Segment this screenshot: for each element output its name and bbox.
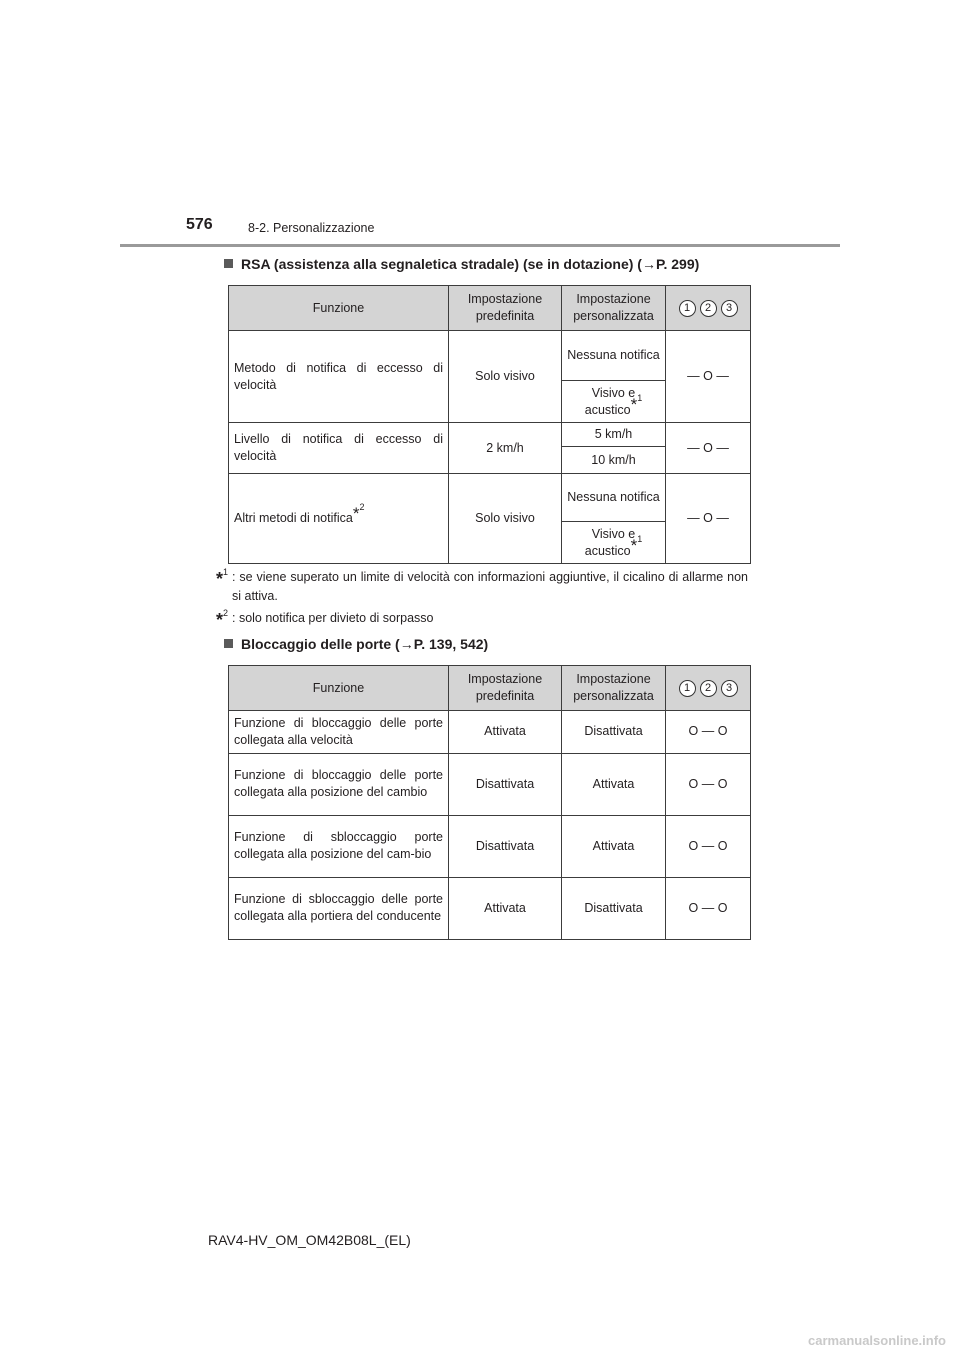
chapter-title: 8-2. Personalizzazione [248,221,375,235]
custom-cell: Nessuna notifica [562,331,666,381]
rsa-settings-table [228,285,751,564]
custom-cell: Disattivata [562,711,666,754]
default-cell: Disattivata [449,815,562,877]
arrow-icon: → [399,636,414,652]
column-header-default: Impostazione predefinita [449,666,562,711]
function-cell: Livello di notifica di eccesso di velocità [229,423,449,474]
custom-cell [562,522,666,564]
function-cell: Funzione di bloccaggio delle porte collegata alla posizione del cambio [229,753,449,815]
method-2-value: — [701,776,715,791]
section-heading-door-lock [224,636,488,652]
default-cell: Attivata [449,711,562,754]
footnote-marker: *1 [630,534,643,556]
page-number: 576 [186,216,213,233]
table-row [229,423,751,447]
method-3-value: O [717,724,728,739]
custom-cell: Attivata [562,753,666,815]
method-2-value: — [701,900,715,915]
custom-cell: 5 km/h [562,423,666,447]
method-3-icon: 3 [721,680,738,697]
column-header-custom: Impostazione personalizzata [562,666,666,711]
table-row [229,474,751,522]
footnote-marker: *2 [352,501,365,523]
section-heading-text: RSA (assistenza alla segnaletica stradale) (se in dotazione) ( [241,256,642,272]
footnote-marker: *$^1$ [216,567,229,589]
custom-cell [562,381,666,423]
function-cell: Funzione di sbloccaggio porte collegata alla posizione del cam-bio [229,815,449,877]
square-bullet-icon [224,259,233,268]
square-bullet-icon [224,639,233,648]
default-cell: 2 km/h [449,423,562,474]
method-1-value: O [688,838,699,853]
method-1-icon: 1 [679,680,696,697]
method-3-value: — [716,369,729,384]
table-header-row [229,666,751,711]
function-text: Altri metodi di notifica [234,511,353,526]
page-reference[interactable]: P. 139, 542) [413,636,489,652]
methods-cell [666,474,751,564]
column-header-funzione: Funzione [229,286,449,331]
function-cell [229,474,449,564]
methods-cell [666,877,751,939]
methods-cell [666,753,751,815]
method-3-value: O [717,838,728,853]
method-2-icon: 2 [700,680,717,697]
default-cell: Solo visivo [449,331,562,423]
method-2-value: O [703,440,713,455]
method-2-value: — [701,724,715,739]
footnote-marker: *1 [630,393,643,415]
custom-value: Visivo e acustico [584,526,636,558]
method-3-icon: 3 [721,300,738,317]
method-1-value: — [687,369,700,384]
document-code: RAV4-HV_OM_OM42B08L_(EL) [208,1232,411,1248]
method-1-value: O [688,724,699,739]
method-2-icon: 2 [700,300,717,317]
table-row [229,877,751,939]
footnote-text: : se viene superato un limite di velocità con informazioni aggiuntive, il cicalino di allarme non si attiva. [232,570,748,603]
door-lock-settings-table [228,665,751,940]
section-heading-text: Bloccaggio delle porte ( [241,636,400,652]
function-cell: Funzione di sbloccaggio delle porte collegata alla portiera del conducente [229,877,449,939]
footnote-1 [216,568,748,606]
method-1-value: O [688,776,699,791]
method-1-value: O [688,900,699,915]
footnote-2 [216,609,748,628]
methods-cell [666,423,751,474]
table-header-row [229,286,751,331]
custom-cell: Attivata [562,815,666,877]
method-1-icon: 1 [679,300,696,317]
table-row [229,815,751,877]
method-3-value: O [717,900,728,915]
column-header-methods [666,286,751,331]
column-header-methods [666,666,751,711]
method-1-value: — [687,440,700,455]
method-1-value: — [687,511,700,526]
arrow-icon: → [641,256,656,272]
method-3-value: — [716,511,729,526]
custom-cell: Disattivata [562,877,666,939]
function-cell: Funzione di bloccaggio delle porte collegata alla velocità [229,711,449,754]
method-3-value: — [716,440,729,455]
methods-cell [666,331,751,423]
table-row [229,331,751,381]
methods-cell [666,815,751,877]
page-reference[interactable]: P. 299) [655,256,700,272]
default-cell: Attivata [449,877,562,939]
header-divider [120,244,840,247]
column-header-custom: Impostazione personalizzata [562,286,666,331]
custom-cell: 10 km/h [562,447,666,474]
footnote-text: : solo notifica per divieto di sorpasso [232,611,434,625]
function-cell: Metodo di notifica di eccesso di velocità [229,331,449,423]
method-3-value: O [717,776,728,791]
method-2-value: — [701,838,715,853]
table-row [229,753,751,815]
custom-cell: Nessuna notifica [562,474,666,522]
default-cell: Disattivata [449,753,562,815]
column-header-funzione: Funzione [229,666,449,711]
section-heading-rsa [224,256,699,272]
column-header-default: Impostazione predefinita [449,286,562,331]
custom-value: Visivo e acustico [584,385,636,417]
methods-cell [666,711,751,754]
table-row [229,711,751,754]
watermark: carmanualsonline.info [808,1333,946,1348]
footnote-marker: *$^2$ [216,608,229,630]
method-2-value: O [703,369,713,384]
method-2-value: O [703,511,713,526]
default-cell: Solo visivo [449,474,562,564]
